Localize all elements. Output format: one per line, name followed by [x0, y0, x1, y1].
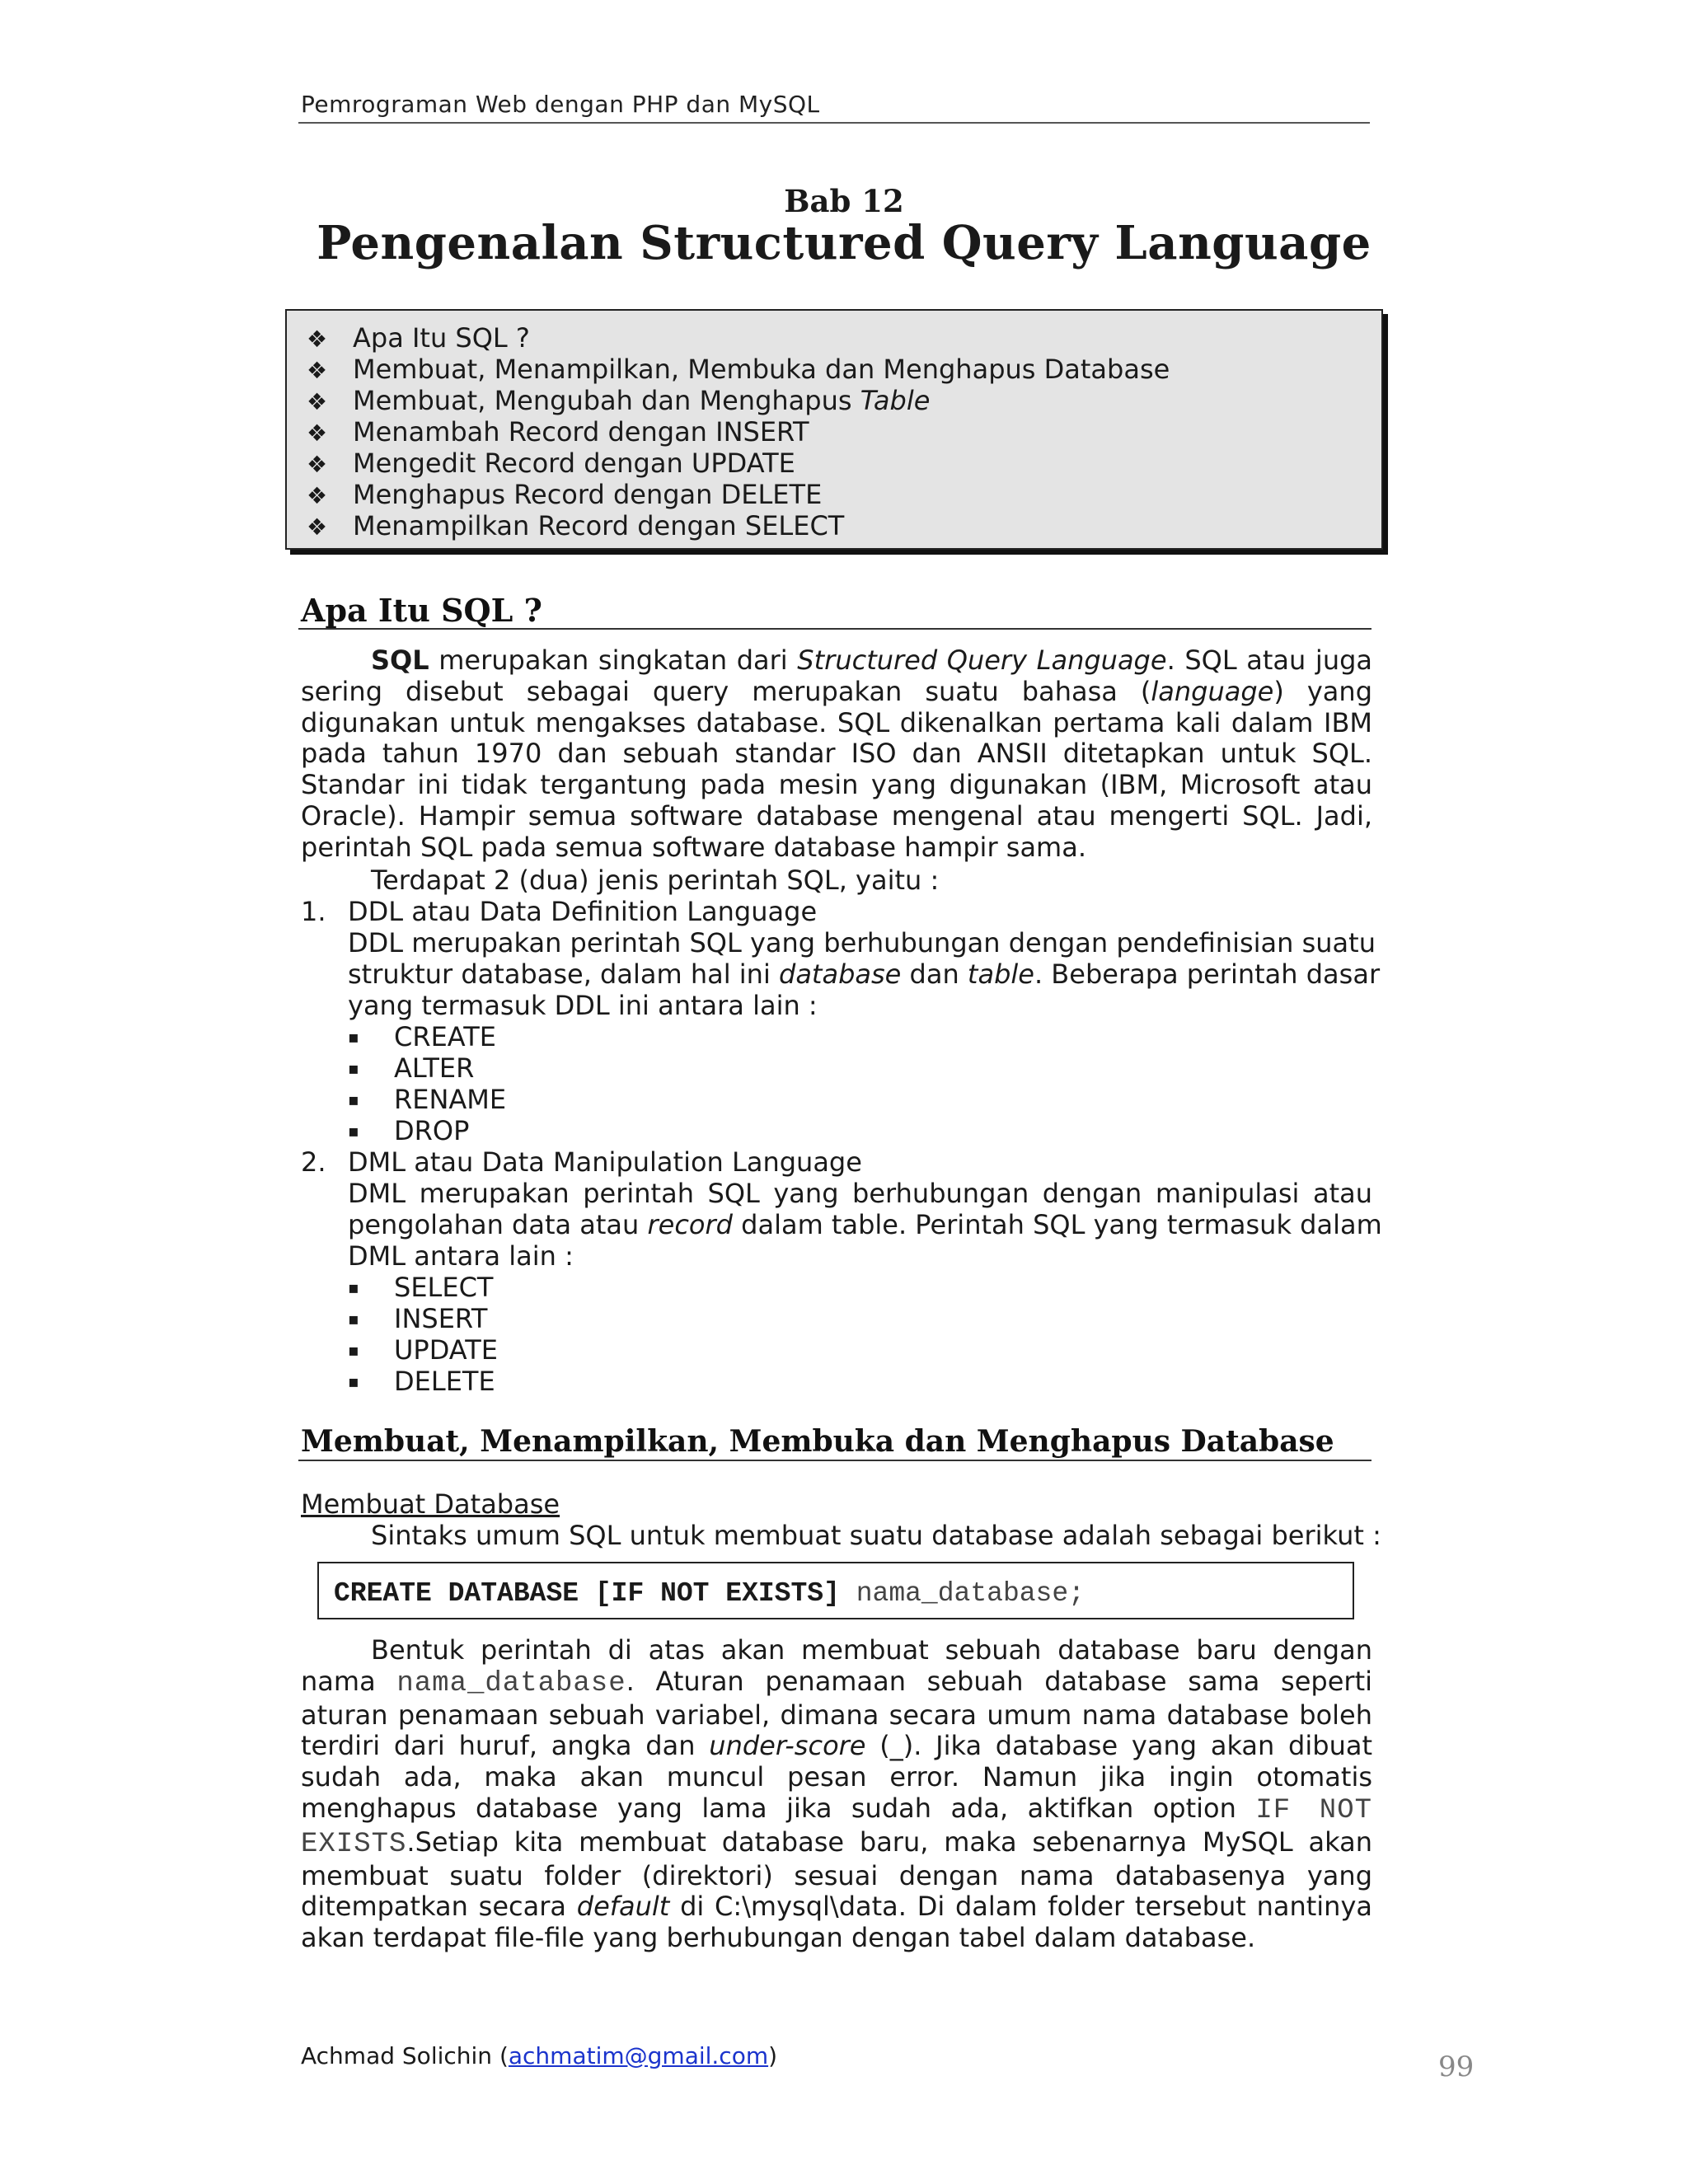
ddl-command-item: ▪ DROP — [348, 1115, 470, 1146]
sql-types-intro: Terdapat 2 (dua) jenis perintah SQL, yaitu : — [371, 865, 940, 896]
chapter-contents-list — [307, 322, 1170, 541]
diamond-bullet-icon: ❖ — [307, 357, 328, 384]
inline-code: IF NOT EXISTS — [301, 1794, 1373, 1860]
square-bullet-icon: ▪ — [348, 1121, 359, 1141]
diamond-bullet-icon: ❖ — [307, 326, 328, 353]
footer-author: Achmad Solichin (achmatim@gmail.com) — [301, 2042, 778, 2069]
contents-item: ❖ Menghapus Record dengan DELETE — [307, 479, 823, 510]
contents-item: ❖ Membuat, Menampilkan, Membuka dan Menghapus Database — [307, 354, 1170, 385]
dml-description-line: pengolahan data atau record dalam table. Perintah SQL yang termasuk dalam — [348, 1209, 1382, 1240]
inline-code: nama_database — [396, 1667, 626, 1699]
square-bullet-icon: ▪ — [348, 1058, 359, 1078]
code-argument: nama_database; — [839, 1578, 1085, 1609]
dml-command-item: ▪ INSERT — [348, 1303, 488, 1334]
ddl-description-line: yang termasuk DDL ini antara lain : — [348, 990, 818, 1021]
ddl-command-item: ▪ ALTER — [348, 1052, 475, 1084]
square-bullet-icon: ▪ — [348, 1090, 359, 1109]
ddl-description-line: DDL merupakan perintah SQL yang berhubungan dengan pendefinisian suatu — [348, 927, 1376, 958]
square-bullet-icon: ▪ — [348, 1371, 359, 1391]
chapter-contents-box — [285, 309, 1383, 550]
square-bullet-icon: ▪ — [348, 1309, 359, 1329]
syntax-intro: Sintaks umum SQL untuk membuat suatu database adalah sebagai berikut : — [371, 1520, 1381, 1551]
chapter-title: Pengenalan Structured Query Language — [316, 216, 1372, 270]
contents-item: ❖ Mengedit Record dengan UPDATE — [307, 448, 795, 479]
diamond-bullet-icon: ❖ — [307, 513, 328, 541]
contents-item: ❖ Membuat, Mengubah dan Menghapus Table — [307, 385, 931, 416]
section-heading-membuat-database: Membuat, Menampilkan, Membuka dan Menghapus Database — [301, 1424, 1334, 1459]
contents-item: ❖ Menampilkan Record dengan SELECT — [307, 510, 845, 541]
author-email-link[interactable]: achmatim@gmail.com — [508, 2042, 769, 2069]
diamond-bullet-icon: ❖ — [307, 419, 328, 447]
dml-command-item: ▪ SELECT — [348, 1272, 494, 1303]
section-divider — [298, 1460, 1372, 1461]
code-line — [334, 1575, 1085, 1609]
section-divider — [298, 628, 1372, 630]
sql-intro-paragraph: SQL merupakan singkatan dari Structured Query Language. SQL atau juga sering disebut sebagai query merupakan suatu bahasa (language) yang digunakan untuk mengakses database. SQL dikenalkan pertama kali dalam IBM pada tahun 1970 dan sebuah standar ISO dan ANSII ditetapkan untuk SQL. Standar ini tidak tergantung pada mesin yang digunakan (IBM, Microsoft atau Oracle). Hampir semua software database mengenal atau mengerti SQL. Jadi, perintah SQL pada semua software database hampir sama. — [301, 644, 1373, 863]
dml-description-line: DML antara lain : — [348, 1240, 574, 1272]
square-bullet-icon: ▪ — [348, 1277, 359, 1297]
ddl-command-item: ▪ CREATE — [348, 1021, 496, 1052]
running-header: Pemrograman Web dengan PHP dan MySQL — [301, 91, 820, 118]
ddl-list-item-title: 1. DDL atau Data Definition Language — [301, 896, 818, 927]
square-bullet-icon: ▪ — [348, 1340, 359, 1360]
ddl-description-line: struktur database, dalam hal ini database dan table. Beberapa perintah dasar — [348, 958, 1381, 990]
diamond-bullet-icon: ❖ — [307, 482, 328, 509]
dml-description-line: DML merupakan perintah SQL yang berhubungan dengan manipulasi atau — [348, 1178, 1372, 1209]
dml-list-item-title: 2. DML atau Data Manipulation Language — [301, 1146, 862, 1178]
code-block — [317, 1562, 1354, 1619]
diamond-bullet-icon: ❖ — [307, 388, 328, 415]
contents-item: ❖ Menambah Record dengan INSERT — [307, 416, 809, 448]
header-divider — [298, 122, 1370, 124]
dml-command-item: ▪ UPDATE — [348, 1334, 498, 1366]
subheading-membuat-database: Membuat Database — [301, 1488, 560, 1520]
contents-item: ❖ Apa Itu SQL ? — [307, 322, 530, 354]
chapter-label: Bab 12 — [784, 183, 904, 219]
ddl-command-item: ▪ RENAME — [348, 1084, 507, 1115]
create-database-explanation: Bentuk perintah di atas akan membuat sebuah database baru dengan nama nama_database. Aturan penamaan sebuah database sama seperti aturan penamaan sebuah variabel, dimana secara umum nama database boleh terdiri dari huruf, angka dan under-score (_). Jika database yang akan dibuat sudah ada, maka akan muncul pesan error. Namun jika ingin otomatis menghapus database yang lama jika sudah ada, aktifkan option IF NOT EXISTS.Setiap kita membuat database baru, maka sebenarnya MySQL akan membuat suatu folder (direktori) sesuai dengan nama databasenya yang ditempatkan secara default di C:\mysql\data. Di dalam folder tersebut nantinya akan terdapat file-file yang berhubungan dengan tabel dalam database. — [301, 1634, 1373, 1954]
square-bullet-icon: ▪ — [348, 1027, 359, 1047]
section-heading-apa-itu-sql: Apa Itu SQL ? — [301, 592, 542, 629]
dml-command-item: ▪ DELETE — [348, 1366, 495, 1397]
code-keyword: CREATE DATABASE [IF NOT EXISTS] — [334, 1578, 840, 1609]
page-number: 99 — [1438, 2050, 1475, 2083]
diamond-bullet-icon: ❖ — [307, 451, 328, 478]
